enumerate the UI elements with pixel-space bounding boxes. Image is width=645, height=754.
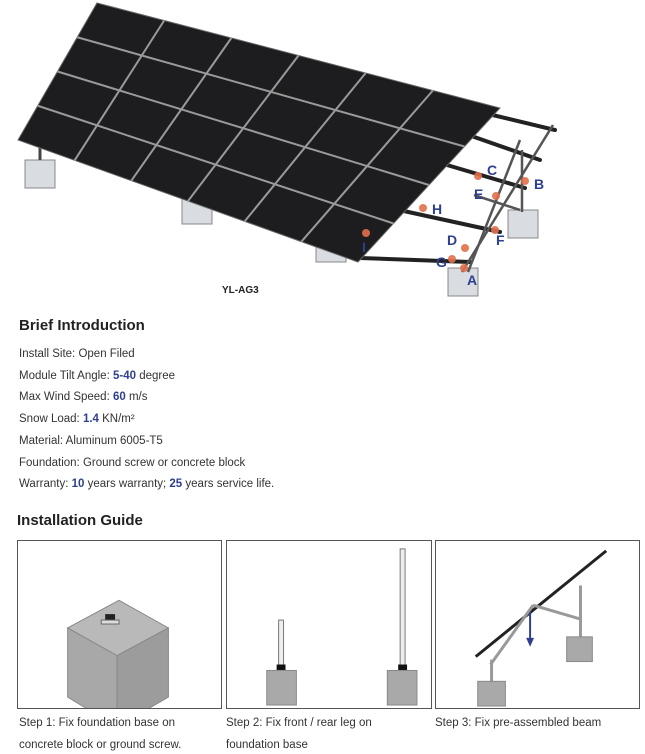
mounting-system-illustration (0, 0, 645, 300)
model-caption: YL-AG3 (222, 285, 259, 296)
marker-e (492, 192, 500, 200)
spec-line: Warranty: 10 years warranty; 25 years service life. (19, 478, 275, 491)
step-1-illustration (17, 540, 222, 709)
spec-line: Install Site: Open Filed (19, 348, 135, 360)
concrete-block (478, 681, 506, 706)
concrete-block (267, 670, 297, 705)
spec-line: Snow Load: 1.4 KN/m² (19, 413, 135, 426)
label-e: E (474, 186, 484, 202)
rear-leg (400, 549, 405, 666)
spec-line: Foundation: Ground screw or concrete block (19, 456, 246, 469)
spec-line: Material: Aluminum 6005-T5 (19, 434, 163, 447)
marker-h (419, 204, 427, 212)
spec-line: Max Wind Speed: 60 m/s (19, 391, 148, 404)
marker-g (448, 255, 456, 263)
step-2-illustration (226, 540, 432, 709)
concrete-block (25, 160, 55, 188)
marker-i (362, 229, 370, 237)
step-3-illustration (435, 540, 640, 709)
front-leg (279, 620, 284, 666)
concrete-block (508, 210, 538, 238)
label-b: B (534, 176, 545, 192)
concrete-block (567, 637, 593, 662)
marker-a (460, 264, 468, 272)
label-i: I (362, 239, 366, 255)
marker-d (461, 244, 469, 252)
label-g: G (436, 254, 447, 270)
step-1-caption: Step 1: Fix foundation base on concrete block or ground screw. (19, 717, 182, 751)
spec-line: Module Tilt Angle: 5-40 degree (19, 369, 176, 382)
label-f: F (496, 232, 505, 248)
guide-heading: Installation Guide (17, 512, 143, 529)
step-3-caption: Step 3: Fix pre-assembled beam (435, 717, 602, 729)
intro-heading: Brief Introduction (19, 317, 145, 334)
step-2-caption: Step 2: Fix front / rear leg on foundation base (226, 717, 372, 751)
marker-c (474, 172, 482, 180)
label-c: C (487, 162, 498, 178)
concrete-block (387, 670, 417, 705)
marker-b (521, 177, 529, 185)
label-d: D (447, 232, 458, 248)
label-h: H (432, 201, 443, 217)
label-a: A (467, 272, 478, 288)
solar-array-drawing (0, 0, 645, 300)
